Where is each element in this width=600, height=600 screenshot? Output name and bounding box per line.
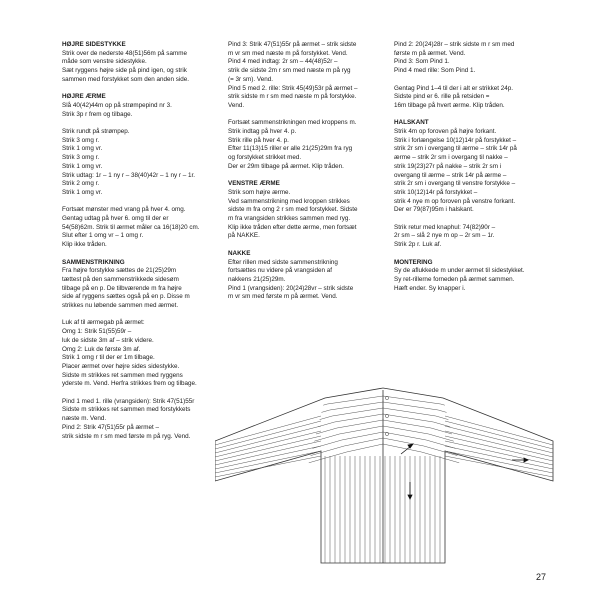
yoke-contour (312, 432, 455, 448)
instruction-line: 2r sm – slå 2 nye m op – 2r sm – 1r. (394, 232, 495, 240)
instruction-line: Strik 1 omg vr. (62, 162, 103, 170)
instruction-line: Luk af til ærmegab på ærmet: (62, 319, 145, 327)
instruction-line: Der er 79(87)95m i halskant. (394, 206, 474, 214)
section-heading: HØJRE SIDESTYKKE (62, 41, 126, 48)
instruction-line: strik sidste m r sm med næste m på forstykke. (228, 93, 357, 101)
instruction-line: Placer ærmet over højre sides sidestykke. (62, 362, 180, 370)
instruction-line: Pind 4 med indtag: 2r sm – 44(48)52r – (228, 58, 338, 66)
instruction-line: Strik som højre ærme. (228, 188, 291, 196)
paragraph-gap (62, 85, 228, 94)
yoke-contour (309, 444, 459, 463)
instruction-line: Pind 1 med 1. rille (vrangsiden): Strik 47(51)55r (62, 397, 195, 405)
instruction-line: Gentag Pind 1–4 til der i alt er strikket 24p. (394, 84, 514, 92)
yoke-contour (320, 408, 449, 420)
instruction-line: Pind 2: Strik 47(51)55r på ærmet – (62, 423, 159, 431)
instruction-line: Slut efter 1 omg vr – 1 omg r. (62, 232, 144, 240)
instruction-line: Strik 1 omg r til der er 1m tilbage. (62, 354, 155, 362)
instruction-line: Strik 4m op foroven på højre forkant. (394, 128, 497, 135)
instruction-line: yderste m. Vend. Herfra strikkes frem og tilbage. (62, 380, 197, 388)
instruction-line: Fortsæt mønster med vrang på hver 4. omg. (62, 206, 186, 214)
instruction-line: side af ryggens sættes også på en p. Disse m (62, 293, 190, 301)
instruction-line: ærme – strik 2r sm i overgang til nakke – (394, 154, 508, 162)
paragraph-gap (394, 250, 554, 259)
instruction-line: sammen med forstykket som den anden side. (62, 75, 190, 83)
yoke-contour (316, 420, 452, 434)
section-heading: HØJRE ÆRME (62, 93, 106, 101)
paragraph-gap (394, 76, 554, 85)
instruction-line: strik 2r sm i overgang til venstre forstykke – (394, 180, 516, 188)
instruction-line: Strik rille på hver 4. p. (228, 136, 289, 144)
instruction-line: Strik rundt på strømpep. (62, 128, 130, 135)
instruction-line: Strik 1 omg vr. (62, 188, 103, 196)
instruction-line: Sidste m strikkes ret sammen med forstykkets (62, 406, 191, 414)
instruction-line: Pind 2: 20(24)28r – strik sidste m r sm med (394, 41, 515, 48)
instruction-line: Hæft ender. Sy knapper i. (394, 284, 466, 292)
yoke-contour (311, 438, 458, 456)
instruction-line: Pind 4 med rille: Som Pind 1. (394, 67, 476, 75)
paragraph-gap (394, 111, 554, 120)
instruction-line: Strik 3 omg r. (62, 154, 100, 162)
instruction-line: (= 3r sm). Vend. (228, 75, 273, 83)
instruction-line: strik 2r sm i overgang til ærme – strik 14r på (394, 145, 517, 153)
instruction-line: nakkens 21(25)29m. (228, 275, 286, 283)
instruction-line: Klip ikke tråden. (62, 241, 107, 249)
instruction-line: strikkes nu løbende sammen med ærmet. (62, 302, 179, 310)
instruction-line: Strik udtag: 1r – 1 ny r – 38(40)42r – 1 ny r – 1r. (62, 171, 196, 179)
instruction-line: 54(58)62m. Strik til ærmet måler ca 16(18)20 cm. (62, 223, 200, 231)
instruction-line: Strik 3 omg r. (62, 136, 100, 144)
instruction-line: Strik 2p r. Luk af. (394, 241, 442, 249)
instruction-line: Sy ret-rillerne forneden på ærmet sammen. (394, 275, 515, 283)
instruction-line: Sidste m strikkes ret sammen med ryggens (62, 371, 183, 379)
instruction-line: tilbage på en p. De tilbværende m fra højre (62, 284, 182, 292)
instruction-line: Der er 29m tilbage på ærmet. Klip tråden. (228, 162, 344, 170)
section-heading: NAKKE (228, 249, 251, 257)
column-left (62, 41, 228, 441)
stitch-line (445, 456, 553, 477)
paragraph-gap (62, 389, 228, 398)
yoke-contour (323, 396, 445, 405)
section-heading: HALSKANT (394, 119, 429, 127)
instruction-line: Ved sammenstrikning med kroppen strikkes (228, 197, 350, 205)
instruction-line: Strik retur med knaphul: 74(82)90r – (394, 223, 496, 231)
instruction-line: m vr sm med første m på ærmet. Vend. (228, 293, 338, 301)
paragraph-gap (62, 250, 228, 259)
instruction-line: næste m. Vend. (62, 415, 107, 423)
paragraph-gap (62, 119, 228, 128)
instruction-line: Strik i forlængelse 10(12)14r på forstykket – (394, 136, 517, 144)
paragraph-gap (228, 241, 394, 250)
stitch-line (445, 451, 553, 473)
stitch-line (215, 451, 321, 473)
cardigan-schematic-icon (215, 376, 560, 576)
column-right (394, 41, 554, 293)
instruction-line: luk de sidste 3m af – strik videre. (62, 336, 154, 344)
instruction-line: strik de sidste 2m r sm med næste m på ryg (228, 67, 351, 75)
instruction-line: m vr sm med næste m på forstykket. Vend. (228, 49, 348, 57)
instruction-line: Omg 1: Strik 51(55)59r – (62, 328, 132, 336)
instruction-line: Vend. (228, 101, 245, 109)
stitch-line (215, 456, 321, 477)
instruction-line: Efter rillen med sidste sammenstrikning (228, 258, 338, 266)
instruction-line: Strik indtag på hver 4. p. (228, 128, 297, 136)
instruction-line: Gentag udtag på hver 6. omg til der er (62, 215, 169, 223)
instruction-line: Slå 40(42)44m op på strømpepind nr 3. (62, 101, 172, 109)
instruction-line: Sy de aflukkede m under ærmet til sidestykket. (394, 267, 525, 275)
instruction-line: strik sidste m r sm med første m på ryg. Vend. (62, 432, 191, 440)
instruction-line: strik 19(23)27r på nakke – strik 2r sm i (394, 162, 502, 170)
instruction-line: tættest på den sammenstrikkede sidesøm (62, 275, 179, 283)
paragraph-gap (228, 111, 394, 120)
instruction-line: Klip ikke tråden efter dette ærme, men fortsæt (228, 223, 357, 231)
instruction-line: Strik over de nederste 48(51)56m på samme (62, 49, 187, 57)
instruction-line: Fra højre forstykke sættes de 21(25)29m (62, 267, 177, 275)
instruction-line: på NAKKE. (228, 232, 260, 240)
instruction-line: overgang til ærme – strik 14r på ærme – (394, 171, 507, 179)
page-number: 27 (536, 572, 547, 582)
stitch-line (445, 416, 553, 445)
paragraph-gap (394, 215, 554, 224)
instruction-line: Strik 1 omg vr. (62, 145, 103, 153)
instruction-line: Pind 5 med 2. rille: Strik 45(49)53r på ærmet – (228, 84, 358, 92)
instruction-line: Sidste pind er 6. rille på retsiden = (394, 93, 490, 101)
instruction-line: Omg 2: Luk de første 3m af. (62, 345, 141, 353)
section-heading: VENSTRE ÆRME (228, 180, 280, 188)
instruction-line: sidste m fra omg 2 r sm med forstykket. Sidste (228, 206, 358, 214)
instruction-line: m fra vrangsiden strikkes sammen med ryg. (228, 215, 351, 223)
paragraph-gap (228, 172, 394, 181)
yoke-contour (321, 402, 446, 412)
instruction-line: Pind 1 (vrangsiden): 20(24)28vr – strik sidste (228, 284, 354, 292)
instruction-line: Strik 3p r frem og tilbage. (62, 110, 133, 118)
instruction-line: Pind 3: Som Pind 1. (394, 58, 450, 66)
instruction-line: Efter 11(13)15 riller er alle 21(25)29m fra ryg (228, 145, 353, 153)
instruction-line: Fortsæt sammenstrikningen med kroppens m. (228, 119, 357, 127)
instruction-line: fortsættes nu videre på vrangsiden af (228, 267, 332, 275)
instruction-line: måde som venstre sidestykke. (62, 58, 147, 66)
instruction-line: Pind 3: Strik 47(51)55r på ærmet – strik sidste (228, 41, 357, 48)
instruction-line: strik 4 nye m op foroven på venstre forkant. (394, 197, 516, 205)
section-heading: SAMMENSTRIKNING (62, 258, 125, 266)
instruction-line: strik 10(12)14r på forstykket – (394, 188, 478, 196)
instruction-line: Strik 2 omg r. (62, 180, 100, 188)
instruction-line: og forstykket strikket med. (228, 154, 302, 162)
instruction-line: første m på ærmet. Vend. (394, 49, 466, 57)
section-heading: MONTERING (394, 258, 433, 266)
instruction-line: Sæt ryggens højre side på pind igen, og strik (62, 67, 187, 75)
column-middle (228, 41, 394, 302)
instruction-line: 16m tilbage på hvert ærme. Klip tråden. (394, 101, 505, 109)
paragraph-gap (62, 198, 228, 207)
